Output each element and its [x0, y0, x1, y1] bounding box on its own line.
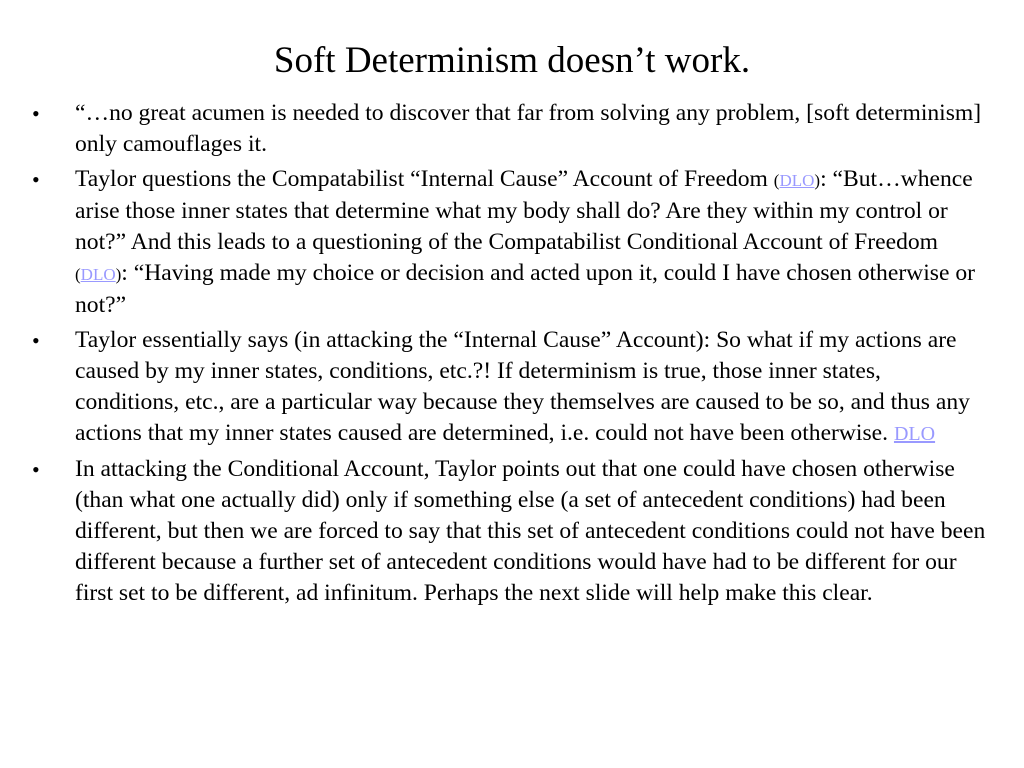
dlo-link[interactable]: DLO: [779, 171, 815, 190]
paren-open: (: [773, 171, 780, 190]
bullet-text: Taylor questions the Compatabilist “Internal Cause” Account of Freedom: [75, 166, 774, 192]
bullet-text: In attacking the Conditional Account, Taylor points out that one could have chosen otherwise (than what one actually did) only if something else (a set of antecedent conditions) had been different, but then we are forced to say that this set of antecedent conditions could not have been different because a further set of antecedent conditions would have had to be different for our first set to be different, ad infinitum. Perhaps the next slide will help make this clear.: [75, 456, 986, 606]
bullet-text: “…no great acumen is needed to discover that far from solving any problem, [soft determinism] only camouflages it.: [75, 100, 982, 157]
slide-title: Soft Determinism doesn’t work.: [273, 40, 751, 81]
bullet-text: : “Having made my choice or decision and acted upon it, could I have chosen otherwise or not?”: [75, 260, 975, 318]
bullet-item-2: [30, 164, 988, 321]
bullet-text: : “But…whence arise those inner states that determine what my body shall do? Are they within my control or not?” And this leads to a questioning of the Compatabilist Conditional Account of Freedom: [75, 166, 973, 255]
dlo-link[interactable]: DLO: [893, 423, 936, 445]
paren-close: ): [814, 171, 821, 190]
bullet-marker: •: [32, 457, 40, 482]
paren-open: (: [75, 265, 81, 284]
bullet-marker: •: [32, 101, 40, 126]
paren-close: ): [115, 265, 122, 284]
bullet-list: [30, 98, 988, 613]
bullet-marker: •: [32, 328, 40, 353]
bullet-text: Taylor essentially says (in attacking the “Internal Cause” Account): So what if my actions are caused by my inner states, conditions, etc.?! If determinism is true, those inner states, conditions, etc., are a particular way because they themselves are caused to be so, and thus any actions that my inner states caused are determined, i.e. could not have been otherwise.: [75, 327, 970, 446]
dlo-link[interactable]: DLO: [80, 265, 116, 284]
bullet-item-1: [30, 98, 988, 160]
bullet-item-3: [30, 325, 988, 450]
bullet-marker: •: [32, 167, 40, 192]
bullet-item-4: [30, 454, 988, 609]
